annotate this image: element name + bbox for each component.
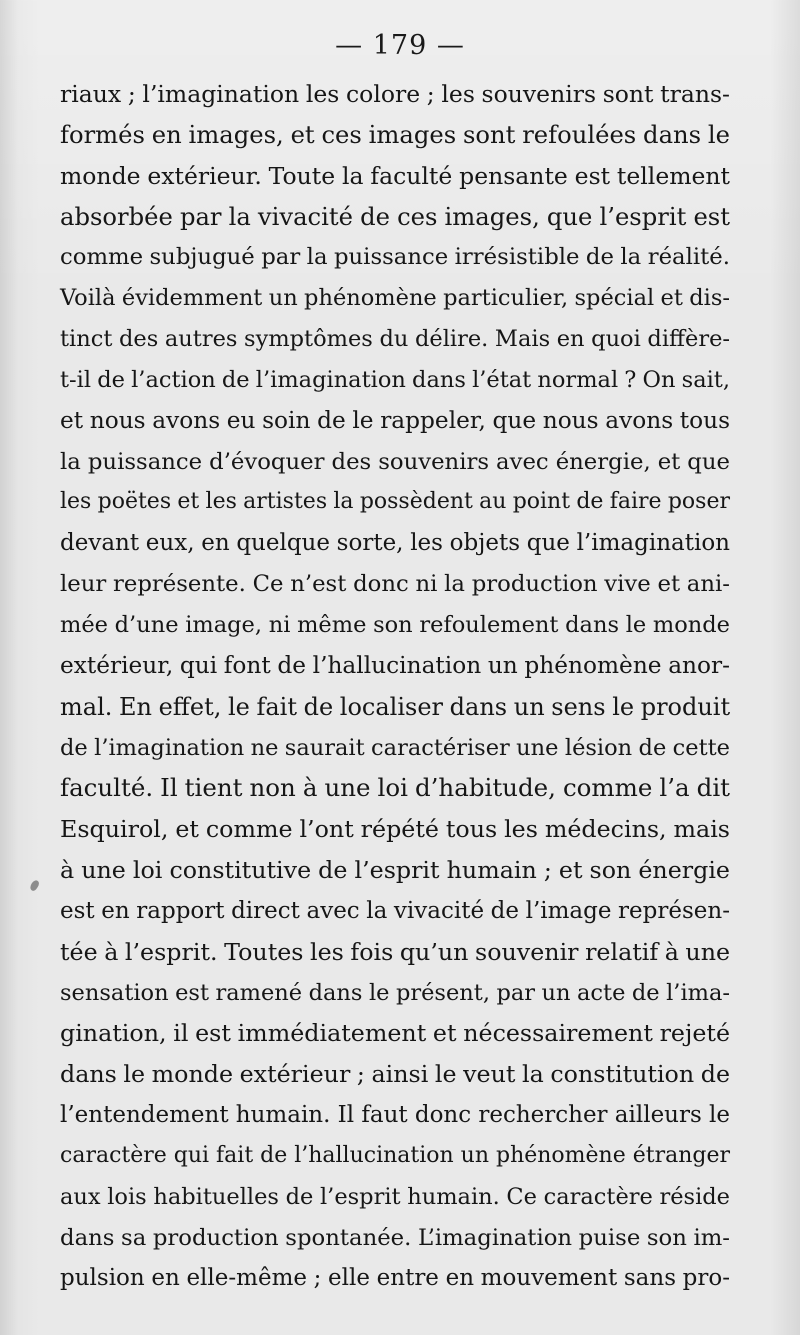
text-line: monde extérieur. Toute la faculté pensante est tellement [60, 161, 730, 190]
text-line: Esquirol, et comme l’ont répété tous les médecins, mais [60, 815, 730, 844]
text-line: riaux ; l’imagination les colore ; les souvenirs sont trans- [60, 80, 730, 108]
text-line: sensation est ramené dans le présent, par un acte de l’ima- [60, 979, 730, 1006]
text-line: dans sa production spontanée. L’imagination puise son im- [60, 1224, 730, 1251]
body-text [60, 74, 730, 1299]
text-line: pulsion en elle-même ; elle entre en mouvement sans pro- [60, 1265, 730, 1292]
text-line: de l’imagination ne saurait caractériser une lésion de cette [60, 734, 730, 761]
text-line: et nous avons eu soin de le rappeler, que nous avons tous [60, 406, 730, 434]
text-line: mal. En effet, le fait de localiser dans un sens le produit [60, 692, 731, 721]
text-line: la puissance d’évoquer des souvenirs avec énergie, et que [60, 448, 730, 475]
text-line: est en rapport direct avec la vivacité de l’image représen- [60, 897, 730, 924]
text-line: leur représente. Ce n’est donc ni la production vive et ani- [60, 571, 730, 598]
text-line: à une loi constitutive de l’esprit humain ; et son énergie [60, 856, 730, 885]
text-line: dans le monde extérieur ; ainsi le veut la constitution de [60, 1060, 730, 1089]
page-number: — 179 — [335, 30, 465, 61]
text-line: tée à l’esprit. Toutes les fois qu’un souvenir relatif à une [60, 937, 731, 966]
text-line: Voilà évidemment un phénomène particulier, spécial et dis- [60, 285, 730, 312]
text-line: faculté. Il tient non à une loi d’habitude, comme l’a dit [60, 773, 730, 803]
text-line: comme subjugué par la puissance irrésistible de la réalité. [60, 244, 730, 271]
text-line: caractère qui fait de l’hallucination un phénomène étranger [60, 1142, 730, 1168]
text-line: t-il de l’action de l’imagination dans l’état normal ? On sait, [60, 366, 730, 393]
text-line: les poëtes et les artistes la possèdent au point de faire poser [60, 489, 730, 515]
text-line: l’entendement humain. Il faut donc rechercher ailleurs le [60, 1102, 730, 1129]
text-line: mée d’une image, ni même son refoulement dans le monde [60, 611, 730, 638]
text-line: gination, il est immédiatement et nécessairement rejeté [60, 1019, 730, 1048]
text-line: devant eux, en quelque sorte, les objets que l’imagination [60, 530, 730, 557]
text-line: tinct des autres symptômes du délire. Mais en quoi diffère- [60, 326, 730, 353]
ink-speck [28, 879, 40, 892]
text-line: aux lois habituelles de l’esprit humain. Ce caractère réside [60, 1183, 730, 1210]
text-line: extérieur, qui font de l’hallucination un phénomène anor- [60, 651, 730, 679]
text-line: absorbée par la vivacité de ces images, que l’esprit est [60, 201, 730, 231]
text-line: formés en images, et ces images sont refoulées dans le [60, 119, 730, 149]
